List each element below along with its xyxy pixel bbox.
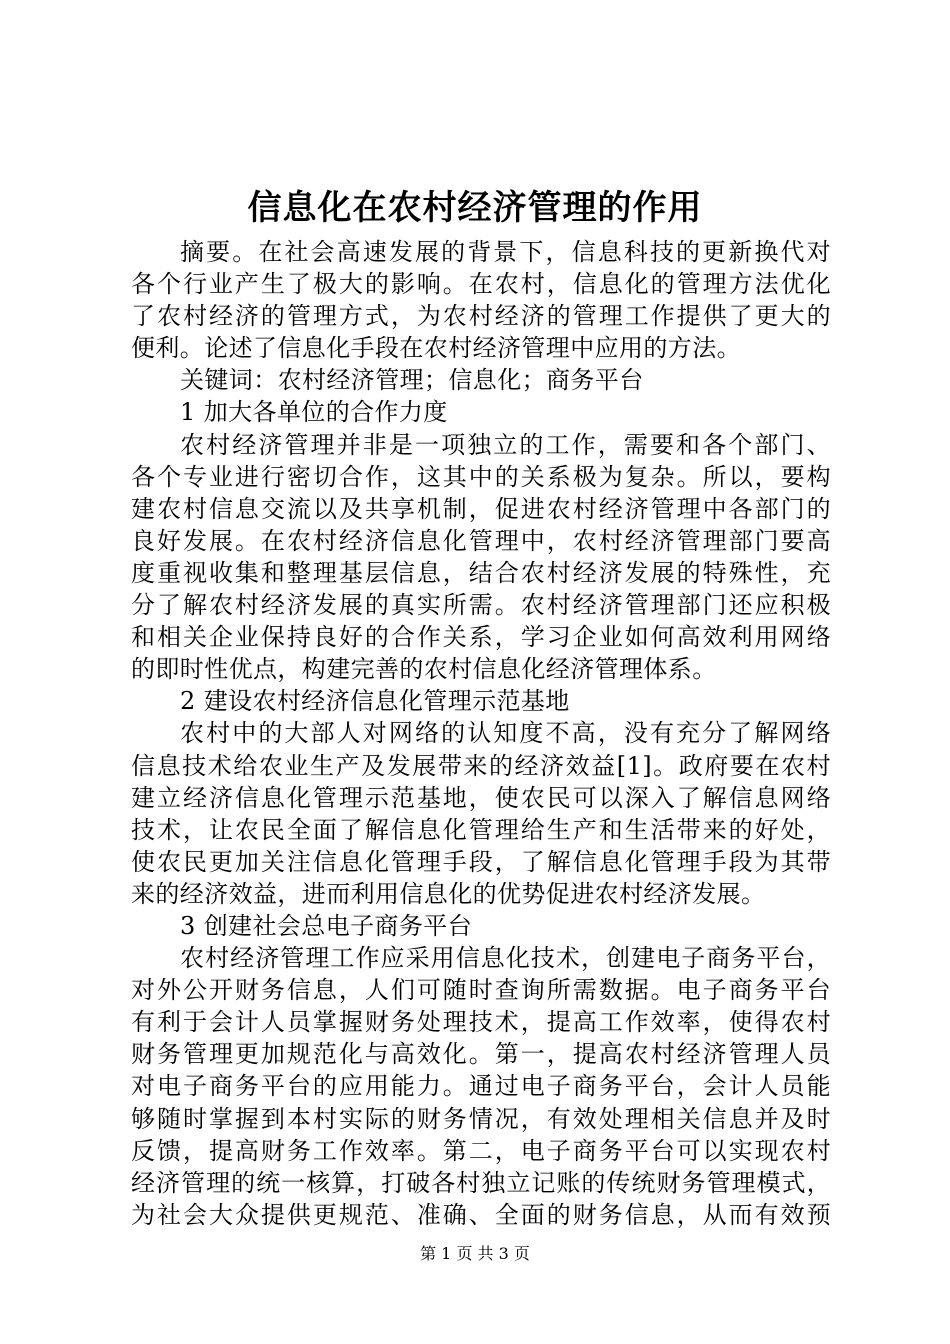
text-line: 对电子商务平台的应用能力。通过电子商务平台，会计人员能 [131, 1072, 831, 1101]
text-line: 反馈，提高财务工作效率。第二，电子商务平台可以实现农村 [131, 1136, 831, 1165]
text-line: 来的经济效益，进而利用信息化的优势促进农村经济发展。 [131, 879, 766, 908]
text-line: 有利于会计人员掌握财务处理技术，提高工作效率，使得农村 [131, 1008, 831, 1037]
text-line: 对外公开财务信息，人们可随时查询所需数据。电子商务平台 [131, 976, 831, 1005]
text-line: 度重视收集和整理基层信息，结合农村经济发展的特殊性，充 [131, 558, 831, 587]
text-line: 建立经济信息化管理示范基地，使农民可以深入了解信息网络 [131, 783, 831, 812]
text-line: 和相关企业保持良好的合作关系，学习企业如何高效利用网络 [131, 623, 831, 652]
page-title: 信息化在农村经济管理的作用 [247, 188, 703, 228]
text-line: 使农民更加关注信息化管理手段，了解信息化管理手段为其带 [131, 847, 831, 876]
text-line: 各个专业进行密切合作，这其中的关系极为复杂。所以，要构 [131, 462, 831, 491]
section-heading: 2 建设农村经济信息化管理示范基地 [180, 687, 570, 716]
text-line: 农村中的大部人对网络的认知度不高，没有充分了解网络 [180, 719, 831, 748]
text-line: 经济管理的统一核算，打破各村独立记账的传统财务管理模式， [131, 1168, 831, 1197]
page-footer: 第 1 页 共 3 页 [420, 1244, 530, 1263]
text-line: 建农村信息交流以及共享机制，促进农村经济管理中各部门的 [131, 494, 831, 523]
text-line: 为社会大众提供更规范、准确、全面的财务信息，从而有效预 [131, 1200, 831, 1229]
text-line: 分了解农村经济发展的真实所需。农村经济管理部门还应积极 [131, 591, 831, 620]
text-line: 的即时性优点，构建完善的农村信息化经济管理体系。 [131, 655, 717, 684]
text-line: 财务管理更加规范化与高效化。第一，提高农村经济管理人员 [131, 1040, 831, 1069]
keywords-line: 关键词：农村经济管理；信息化；商务平台 [180, 366, 644, 395]
text-line: 摘要。在社会高速发展的背景下，信息科技的更新换代对 [180, 238, 831, 266]
text-line: 农村经济管理并非是一项独立的工作，需要和各个部门、 [180, 430, 831, 459]
text-line: 了农村经济的管理方式，为农村经济的管理工作提供了更大的 [131, 302, 831, 331]
text-line: 农村经济管理工作应采用信息化技术，创建电子商务平台， [180, 944, 831, 973]
text-line: 技术，让农民全面了解信息化管理给生产和生活带来的好处， [131, 815, 831, 844]
section-heading: 1 加大各单位的合作力度 [180, 398, 448, 427]
text-line: 各个行业产生了极大的影响。在农村，信息化的管理方法优化 [131, 270, 831, 299]
text-line: 信息技术给农业生产及发展带来的经济效益[1]。政府要在农村 [131, 751, 831, 780]
text-line: 良好发展。在农村经济信息化管理中，农村经济管理部门要高 [131, 526, 831, 555]
section-heading: 3 创建社会总电子商务平台 [180, 911, 473, 940]
document-body [131, 236, 831, 1231]
text-line: 便利。论述了信息化手段在农村经济管理中应用的方法。 [131, 334, 741, 363]
text-line: 够随时掌握到本村实际的财务情况，有效处理相关信息并及时 [131, 1104, 831, 1133]
